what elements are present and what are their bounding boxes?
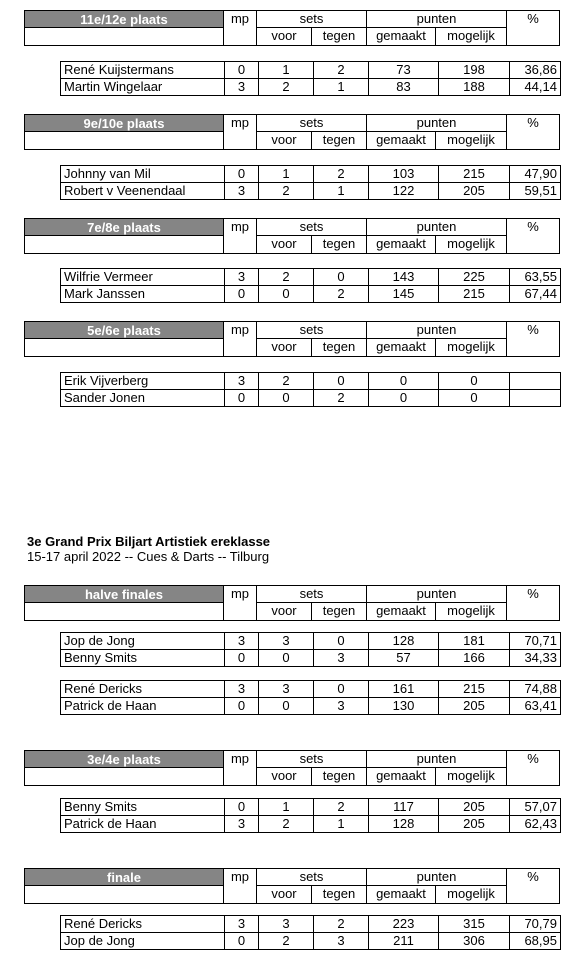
sets-voor-value: 2 [259,816,314,833]
player-row [61,816,561,833]
match-table [60,798,561,833]
percent-value: 62,43 [510,816,561,833]
gemaakt-value: 0 [369,373,439,390]
sets-tegen-value: 0 [314,269,369,286]
section-header-blank [24,27,224,46]
sets-tegen-value: 1 [314,79,369,96]
percent-value: 57,07 [510,799,561,816]
mogelijk-header: mogelijk [435,27,507,46]
mogelijk-header: mogelijk [435,602,507,621]
player-row [61,79,561,96]
section-title: 3e/4e plaats [24,750,224,768]
section-title: 11e/12e plaats [24,10,224,28]
mogelijk-value: 215 [439,286,510,303]
sets-voor-value: 1 [259,62,314,79]
section-header-blank [24,235,224,254]
voor-header: voor [256,27,312,46]
sets-tegen-value: 0 [314,633,369,650]
section-title: halve finales [24,585,224,603]
gemaakt-value: 103 [369,166,439,183]
tegen-header: tegen [311,767,367,786]
gemaakt-value: 223 [369,916,439,933]
punten-header: punten [366,321,507,339]
voor-header: voor [256,131,312,150]
tegen-header: tegen [311,338,367,357]
sets-voor-value: 2 [259,183,314,200]
event-subtitle: 15-17 april 2022 -- Cues & Darts -- Tilburg [27,549,270,564]
mp-value: 0 [225,698,259,715]
gemaakt-value: 0 [369,390,439,407]
gemaakt-value: 161 [369,681,439,698]
match-table [60,372,561,407]
mogelijk-value: 306 [439,933,510,950]
voor-header: voor [256,338,312,357]
player-name: Martin Wingelaar [61,79,225,96]
mogelijk-value: 215 [439,681,510,698]
punten-header: punten [366,750,507,768]
sets-voor-value: 2 [259,79,314,96]
voor-header: voor [256,235,312,254]
mogelijk-header: mogelijk [435,767,507,786]
mogelijk-value: 188 [439,79,510,96]
sets-header: sets [256,585,367,603]
player-name: Patrick de Haan [61,698,225,715]
mogelijk-value: 205 [439,698,510,715]
section-header [24,218,560,254]
sets-tegen-value: 2 [314,286,369,303]
section-header-blank [24,767,224,786]
match-table [60,680,561,715]
section-header [24,868,560,904]
player-name: Mark Janssen [61,286,225,303]
punten-header: punten [366,868,507,886]
mp-value: 0 [225,390,259,407]
section-title: 9e/10e plaats [24,114,224,132]
mp-value: 0 [225,799,259,816]
tegen-header: tegen [311,27,367,46]
match-table [60,61,561,96]
mogelijk-value: 315 [439,916,510,933]
player-row [61,633,561,650]
sets-voor-value: 0 [259,650,314,667]
gemaakt-value: 143 [369,269,439,286]
player-row [61,62,561,79]
sets-tegen-value: 2 [314,916,369,933]
section-title: 5e/6e plaats [24,321,224,339]
player-name: Jop de Jong [61,633,225,650]
tegen-header: tegen [311,885,367,904]
sets-tegen-value: 3 [314,698,369,715]
section-header [24,10,560,46]
player-row [61,698,561,715]
player-row [61,286,561,303]
player-row [61,650,561,667]
sets-voor-value: 1 [259,166,314,183]
sets-tegen-value: 3 [314,650,369,667]
mp-value: 0 [225,62,259,79]
mp-header: mp [223,218,257,254]
percent-value: 36,86 [510,62,561,79]
percent-header: % [506,750,560,786]
sets-voor-value: 0 [259,698,314,715]
player-name: Wilfrie Vermeer [61,269,225,286]
gemaakt-value: 122 [369,183,439,200]
mp-value: 0 [225,166,259,183]
gemaakt-value: 73 [369,62,439,79]
mogelijk-header: mogelijk [435,338,507,357]
mogelijk-value: 225 [439,269,510,286]
player-name: Patrick de Haan [61,816,225,833]
mp-value: 3 [225,816,259,833]
gemaakt-header: gemaakt [366,602,436,621]
percent-value: 63,55 [510,269,561,286]
sets-voor-value: 3 [259,633,314,650]
sets-header: sets [256,114,367,132]
player-name: Erik Vijverberg [61,373,225,390]
percent-value [510,390,561,407]
sets-header: sets [256,321,367,339]
percent-value: 63,41 [510,698,561,715]
section-header [24,114,560,150]
mp-value: 0 [225,650,259,667]
player-name: René Kuijstermans [61,62,225,79]
gemaakt-value: 83 [369,79,439,96]
punten-header: punten [366,218,507,236]
section-header [24,750,560,786]
sets-voor-value: 2 [259,373,314,390]
sets-tegen-value: 2 [314,799,369,816]
percent-header: % [506,585,560,621]
event-info [27,534,270,564]
match-table [60,632,561,667]
tegen-header: tegen [311,131,367,150]
mogelijk-value: 166 [439,650,510,667]
match-table [60,915,561,950]
mogelijk-value: 198 [439,62,510,79]
player-row [61,916,561,933]
match-table [60,165,561,200]
section-header-blank [24,131,224,150]
player-name: René Dericks [61,681,225,698]
percent-value [510,373,561,390]
sets-voor-value: 2 [259,933,314,950]
player-name: Benny Smits [61,650,225,667]
punten-header: punten [366,585,507,603]
gemaakt-header: gemaakt [366,235,436,254]
mp-value: 0 [225,286,259,303]
mp-header: mp [223,10,257,46]
player-name: René Dericks [61,916,225,933]
sets-tegen-value: 2 [314,62,369,79]
mogelijk-header: mogelijk [435,235,507,254]
gemaakt-header: gemaakt [366,131,436,150]
mogelijk-value: 0 [439,373,510,390]
sets-header: sets [256,10,367,28]
gemaakt-value: 211 [369,933,439,950]
player-name: Jop de Jong [61,933,225,950]
mp-value: 3 [225,633,259,650]
player-row [61,269,561,286]
sets-voor-value: 2 [259,269,314,286]
percent-value: 34,33 [510,650,561,667]
tegen-header: tegen [311,235,367,254]
player-name: Benny Smits [61,799,225,816]
player-row [61,166,561,183]
mogelijk-value: 215 [439,166,510,183]
mogelijk-value: 205 [439,799,510,816]
gemaakt-value: 128 [369,633,439,650]
percent-value: 68,95 [510,933,561,950]
sets-tegen-value: 0 [314,373,369,390]
percent-value: 74,88 [510,681,561,698]
player-row [61,681,561,698]
percent-value: 44,14 [510,79,561,96]
mp-value: 3 [225,373,259,390]
section-title: 7e/8e plaats [24,218,224,236]
percent-header: % [506,868,560,904]
mogelijk-value: 205 [439,183,510,200]
percent-header: % [506,321,560,357]
mp-header: mp [223,114,257,150]
mogelijk-header: mogelijk [435,885,507,904]
mp-value: 3 [225,916,259,933]
mogelijk-value: 205 [439,816,510,833]
percent-value: 67,44 [510,286,561,303]
player-row [61,799,561,816]
player-row [61,373,561,390]
mogelijk-value: 0 [439,390,510,407]
mp-header: mp [223,868,257,904]
event-title: 3e Grand Prix Biljart Artistiek ereklasse [27,534,271,549]
gemaakt-value: 145 [369,286,439,303]
player-row [61,933,561,950]
percent-value: 47,90 [510,166,561,183]
sets-voor-value: 3 [259,916,314,933]
section-title: finale [24,868,224,886]
mp-value: 3 [225,269,259,286]
gemaakt-header: gemaakt [366,27,436,46]
punten-header: punten [366,114,507,132]
gemaakt-value: 128 [369,816,439,833]
player-row [61,183,561,200]
sets-tegen-value: 2 [314,390,369,407]
sets-tegen-value: 3 [314,933,369,950]
mogelijk-value: 181 [439,633,510,650]
voor-header: voor [256,602,312,621]
percent-header: % [506,10,560,46]
player-name: Sander Jonen [61,390,225,407]
section-header-blank [24,885,224,904]
mp-value: 0 [225,933,259,950]
percent-value: 70,79 [510,916,561,933]
sets-tegen-value: 0 [314,681,369,698]
mogelijk-header: mogelijk [435,131,507,150]
player-name: Johnny van Mil [61,166,225,183]
gemaakt-header: gemaakt [366,885,436,904]
sets-header: sets [256,218,367,236]
player-name: Robert v Veenendaal [61,183,225,200]
section-header [24,321,560,357]
sets-tegen-value: 2 [314,166,369,183]
section-header-blank [24,602,224,621]
sets-voor-value: 3 [259,681,314,698]
sets-header: sets [256,868,367,886]
mp-header: mp [223,750,257,786]
punten-header: punten [366,10,507,28]
gemaakt-value: 130 [369,698,439,715]
percent-header: % [506,114,560,150]
sets-tegen-value: 1 [314,183,369,200]
gemaakt-header: gemaakt [366,338,436,357]
sets-header: sets [256,750,367,768]
section-header-blank [24,338,224,357]
sets-voor-value: 1 [259,799,314,816]
mp-header: mp [223,321,257,357]
percent-header: % [506,218,560,254]
section-header [24,585,560,621]
voor-header: voor [256,767,312,786]
match-table [60,268,561,303]
mp-value: 3 [225,681,259,698]
percent-value: 70,71 [510,633,561,650]
gemaakt-value: 117 [369,799,439,816]
percent-value: 59,51 [510,183,561,200]
mp-value: 3 [225,79,259,96]
sets-voor-value: 0 [259,390,314,407]
mp-header: mp [223,585,257,621]
tegen-header: tegen [311,602,367,621]
voor-header: voor [256,885,312,904]
mp-value: 3 [225,183,259,200]
gemaakt-header: gemaakt [366,767,436,786]
gemaakt-value: 57 [369,650,439,667]
player-row [61,390,561,407]
sets-tegen-value: 1 [314,816,369,833]
sets-voor-value: 0 [259,286,314,303]
